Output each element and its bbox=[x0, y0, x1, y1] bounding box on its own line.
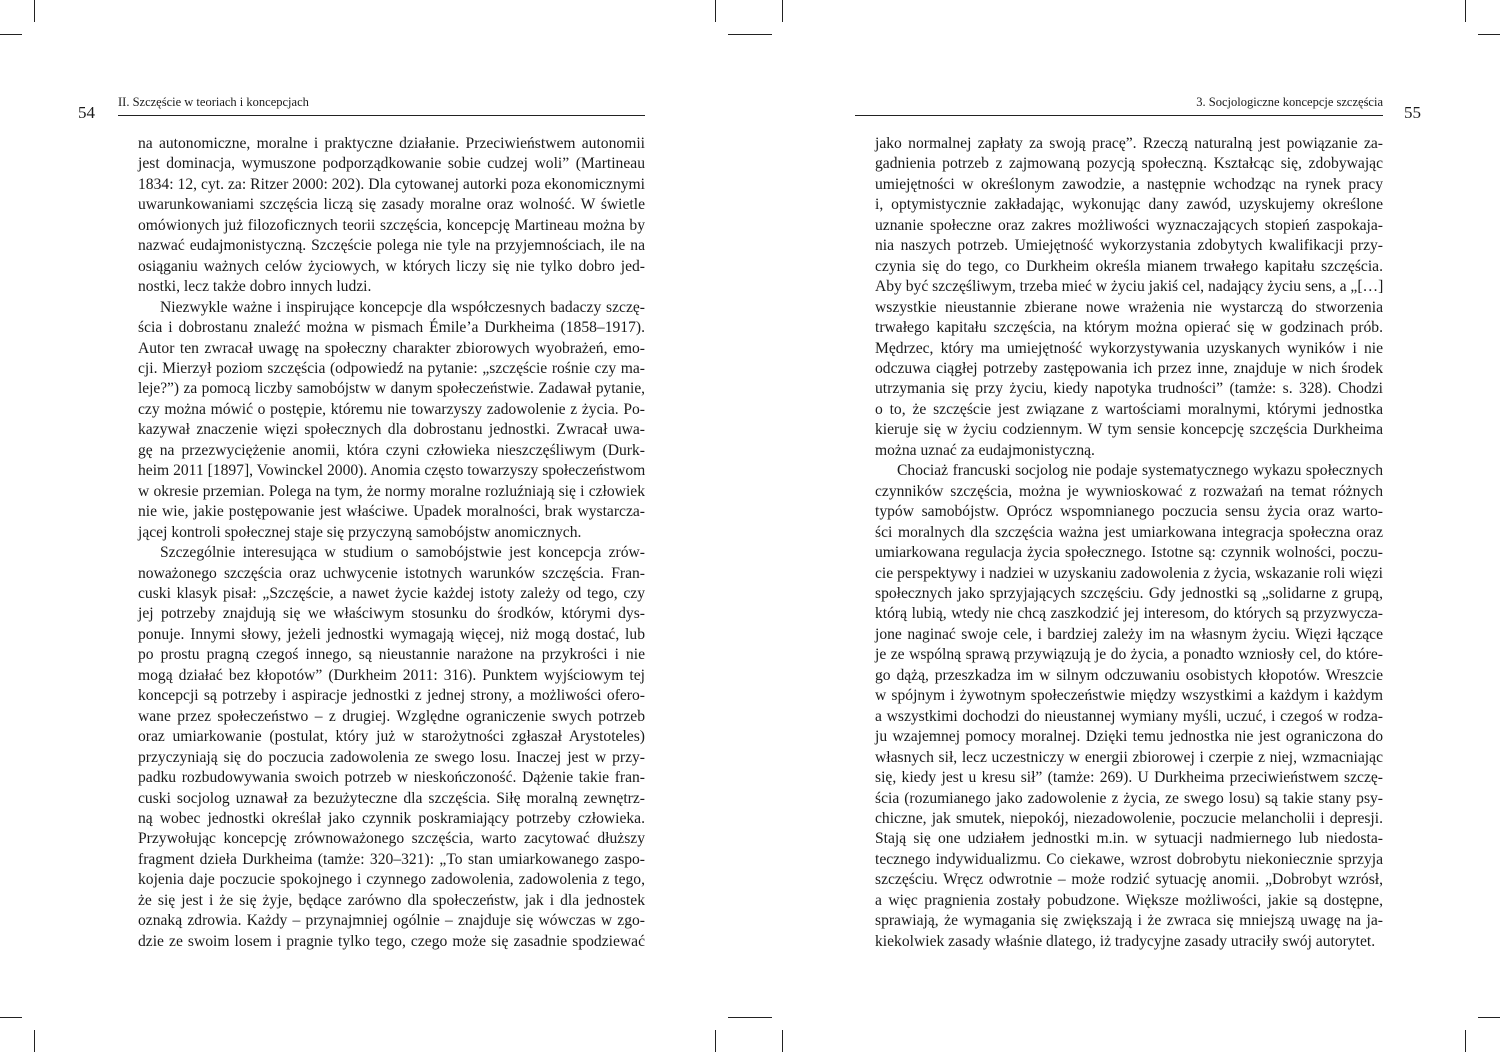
text-line: umiarkowana regulacja życia społecznego. Istotne są: czynnik wolności, poczu- bbox=[875, 544, 1383, 562]
crop-mark-top-left bbox=[34, 0, 35, 22]
text-line: Mędrzec, który ma umiejętność wykorzystywania uzyskanych wyników i nie bbox=[875, 339, 1383, 357]
text-line: społecznych jako sprzyjających szczęściu. Gdy jednostki są „solidarne z grupą, bbox=[875, 584, 1383, 602]
text-line: wane przez społeczeństwo – z drugiej. Względne ograniczenie swych potrzeb bbox=[138, 707, 645, 725]
text-line: ponuje. Innymi słowy, jeżeli jednostki wymagają więcej, niż mogą dostać, lub bbox=[138, 625, 645, 643]
left-running-head: II. Szczęście w teoriach i koncepcjach bbox=[118, 95, 309, 109]
text-line: Aby być szczęśliwym, trzeba mieć w życiu jakiś cel, nadający życiu sens, a „[…] bbox=[875, 278, 1384, 296]
text-line: a więc pragnienia zostały pobudzone. Większe możliwości, jakie są dostępne, bbox=[875, 891, 1383, 909]
text-line: szczęściu. Wręcz odwrotnie – może rodzić sytuację anomii. „Dobrobyt wzrósł, bbox=[875, 871, 1383, 889]
crop-mark-top-mid-r bbox=[782, 0, 783, 22]
right-page-number: 55 bbox=[1404, 103, 1421, 122]
crop-mark-bottom-mid-rh bbox=[750, 1017, 772, 1018]
text-line: czy można mówić o postępie, któremu nie towarzyszy zadowolenie z życia. Po- bbox=[138, 400, 645, 418]
text-line: chiczne, jak smutek, niepokój, niezadowolenie, poczucie melancholii i depresji. bbox=[875, 809, 1383, 827]
text-line: oznaką zdrowia. Każdy – przynajmniej ogólnie – znajduje się wówczas w zgo- bbox=[138, 912, 645, 930]
text-line: czynia się do tego, co Durkheim określa mianem trwałego kapitału szczęścia. bbox=[875, 257, 1383, 275]
text-line: kieruje się w życiu codziennym. W tym sensie koncepcję szczęścia Durkheima bbox=[875, 421, 1383, 439]
text-line: 1834: 12, cyt. za: Ritzer 2000: 202). Dla cytowanej autorki poza ekonomicznymi bbox=[138, 175, 645, 193]
text-line: przyczyniają się do poczucia zadowolenia ze swego losu. Inaczej jest w przy- bbox=[138, 748, 645, 766]
text-line: jącej kontroli społecznej staje się przyczyną samobójstw anomicznych. bbox=[138, 523, 582, 541]
crop-mark-bottom-right-h bbox=[1478, 1017, 1500, 1018]
text-line: a wszystkimi dochodzi do nieustannej wymiany myśli, uczuć, i czegoś w rodza- bbox=[875, 707, 1383, 725]
text-line: Przywołując koncepcję zrównoważonego szczęścia, warto zacytować dłuższy bbox=[138, 830, 645, 848]
text-line: gę na przezwyciężenie anomii, która czyni człowieka nieszczęśliwym (Durk- bbox=[138, 441, 645, 459]
right-header-rule bbox=[855, 115, 1383, 116]
text-line: i, optymistycznie zakładając, wykonując dany zawód, uzyskujemy określone bbox=[875, 196, 1383, 214]
text-line: ści moralnych dla szczęścia ważna jest umiarkowana integracja społeczna oraz bbox=[875, 523, 1383, 541]
text-line: Stają się one udziałem jednostki m.in. w sytuacji nadmiernego lub niedosta- bbox=[875, 830, 1383, 848]
text-line: umiejętności w określonym zawodzie, a następnie wchodząc na rynek pracy bbox=[875, 175, 1383, 193]
text-line: nie wie, jakie postępowanie jest właściwe. Upadek moralności, brak wystarcza- bbox=[138, 503, 645, 521]
text-line: heim 2011 [1897], Vowinckel 2000). Anomia często towarzyszy społeczeństwom bbox=[138, 462, 646, 480]
text-line: uwarunkowaniami szczęścia liczą się zasady moralne oraz wolność. W świetle bbox=[138, 196, 645, 214]
text-line: w spójnym i żywotnym społeczeństwie między wszystkimi a każdym i każdym bbox=[875, 687, 1383, 705]
text-line: nazwać eudajmonistyczną. Szczęście polega nie tyle na przyjemnościach, ile na bbox=[138, 237, 645, 255]
text-line: nostki, lecz także dobro innych ludzi. bbox=[138, 278, 372, 296]
text-line: kojenia daje poczucie spokojnego i czynnego zadowolenia, zadowolenia z tego, bbox=[138, 871, 645, 889]
crop-mark-bottom-mid-lh bbox=[728, 1017, 750, 1018]
text-line: dzie ze swoim losem i pragnie tylko tego, czego może się zasadnie spodziewać bbox=[138, 932, 645, 950]
crop-mark-bottom-mid-l bbox=[715, 1030, 716, 1052]
crop-mark-top-left-h bbox=[0, 34, 22, 35]
text-line: Autor ten zwracał uwagę na społeczny charakter zbiorowych wyobrażeń, emo- bbox=[138, 339, 645, 357]
text-line: leje?”) za pomocą liczby samobójstw w danym społeczeństwie. Zadawał pytanie, bbox=[138, 380, 645, 398]
text-line: którą lubią, wtedy nie chcą zaszkodzić jej interesom, do których są przyzwycza- bbox=[875, 605, 1383, 623]
text-line: o to, że szczęście jest związane z wartościami moralnymi, którymi jednostka bbox=[875, 400, 1383, 418]
text-line: odczuwa ciągłej potrzeby zastępowania ich przez inne, znajduje w nich środek bbox=[875, 359, 1383, 377]
text-line: jako normalnej zapłaty za swoją pracę”. Rzeczą naturalną jest powiązanie za- bbox=[875, 135, 1383, 152]
text-line: Niezwykle ważne i inspirujące koncepcje dla współczesnych badaczy szczę- bbox=[160, 298, 645, 316]
text-line: koncepcji są potrzeby i aspiracje jednostki z jednej strony, a możliwości ofero- bbox=[138, 687, 645, 705]
left-header-rule bbox=[118, 115, 645, 116]
left-page-number: 54 bbox=[78, 103, 95, 122]
right-running-head: 3. Socjologiczne koncepcje szczęścia bbox=[1196, 95, 1383, 109]
text-line: go dążą, przeszkadza im w silnym odczuwaniu osobistych kłopotów. Wreszcie bbox=[875, 666, 1383, 684]
text-line: że się jest i że się żyje, będące zarówno dla społeczeństw, jak i dla jednostek bbox=[138, 891, 645, 909]
text-line: cuski socjolog uznawał za bezużyteczne dla szczęścia. Siłę moralną zewnętrz- bbox=[138, 789, 645, 807]
text-line: Szczególnie interesująca w studium o samobójstwie jest koncepcja zrów- bbox=[160, 544, 645, 562]
text-line: mogą działać bez kłopotów” (Durkheim 2011: 316). Punktem wyjściowym tej bbox=[138, 666, 645, 684]
text-line: typów samobójstw. Oprócz wspomnianego poczucia sensu życia oraz warto- bbox=[875, 503, 1383, 521]
text-line: tecznego indywidualizmu. Co ciekawe, wzrost dobrobytu niekoniecznie sprzyja bbox=[875, 850, 1383, 868]
text-line: ną wobec jednostki określał jako czynnik poskramiający potrzeby człowieka. bbox=[138, 809, 645, 827]
crop-mark-top-right-h bbox=[1478, 34, 1500, 35]
text-line: cie perspektywy i nadziei w uzyskaniu zadowolenia z życia, wskazanie roli więzi bbox=[875, 564, 1383, 582]
text-line: cji. Mierzył poziom szczęścia (odpowiedź na pytanie: „szczęście rośnie czy ma- bbox=[138, 359, 645, 377]
text-line: własnych sił, lecz uczestniczy w energii zbiorowej i czerpie z niej, wzmacniając bbox=[875, 748, 1383, 766]
text-line: uznanie społeczne oraz zakres możliwości wyznaczających stopień zaspokaja- bbox=[875, 216, 1383, 234]
text-line: po prostu pragną czegoś innego, są nieustannie narażone na przykrości i nie bbox=[138, 646, 645, 664]
text-line: oraz umiarkowanie (postulat, który już w starożytności zgłaszał Arystoteles) bbox=[138, 728, 645, 746]
left-body-text bbox=[138, 134, 645, 952]
crop-mark-bottom-right bbox=[1465, 1030, 1466, 1052]
text-line: je ze wspólną sprawą przywiązują je do życia, a ponadto wzniosły cel, do które- bbox=[875, 646, 1383, 664]
crop-mark-top-mid-rh bbox=[750, 34, 772, 35]
text-line: fragment dzieła Durkheima (tamże: 320–321): „To stan umiarkowanego zaspo- bbox=[138, 850, 645, 868]
text-line: ścia i dobrostanu znaleźć można w pismach Émile’a Durkheima (1858–1917). bbox=[138, 319, 645, 337]
text-line: sprawiają, że wymagania się zwiększają i że zwraca się mniejszą uwagę na ja- bbox=[875, 912, 1383, 930]
text-line: trwałego kapitału szczęścia, na którym można opierać się w godzinach prób. bbox=[875, 319, 1383, 337]
text-line: kazywał znaczenie więzi społecznych dla dobrostanu jednostki. Zwracał uwa- bbox=[138, 421, 645, 439]
text-line: jest dominacja, wymuszone podporządkowanie sobie cudzej woli” (Martineau bbox=[138, 155, 645, 173]
text-line: nia naszych potrzeb. Umiejętność wykorzystania zdobytych kwalifikacji przy- bbox=[875, 237, 1383, 255]
crop-mark-bottom-left-h bbox=[0, 1017, 22, 1018]
text-line: cuski klasyk pisał: „Szczęście, a nawet życie każdej istoty zależy od tego, czy bbox=[138, 584, 645, 602]
crop-mark-top-mid-lh bbox=[728, 34, 750, 35]
crop-mark-bottom-left bbox=[34, 1030, 35, 1052]
text-line: noważonego szczęścia oraz uchwycenie istotnych warunków szczęścia. Fran- bbox=[138, 564, 645, 582]
text-line: w okresie przemian. Polega na tym, że normy moralne rozluźniają się i człowiek bbox=[138, 482, 645, 500]
text-line: utrzymania się przy życiu, kiedy napotyka trudności” (tamże: s. 328). Chodzi bbox=[875, 380, 1383, 398]
text-line: omówionych już filozoficznych teorii szczęścia, koncepcję Martineau można by bbox=[138, 216, 645, 234]
text-line: czynników szczęścia, można je wywnioskować z rozważań na temat różnych bbox=[875, 482, 1383, 500]
text-line: jej potrzeby znajdują się we właściwym stosunku do środków, którymi dys- bbox=[138, 605, 645, 623]
right-body-text bbox=[875, 134, 1383, 952]
text-line: gadnienia potrzeb z zajmowaną pozycją społeczną. Kształcąc się, zdobywając bbox=[875, 155, 1383, 173]
text-line: się, kiedy jest u kresu sił” (tamże: 269). U Durkheima przeciwieństwem szczę- bbox=[875, 769, 1383, 787]
crop-mark-top-right bbox=[1465, 0, 1466, 22]
text-line: ścia (rozumianego jako zadowolenie z życia, ze swego losu) są takie stany psy- bbox=[875, 789, 1383, 807]
text-line: ju wzajemnej pomocy moralnej. Dzięki temu jednostka nie jest ograniczona do bbox=[875, 728, 1383, 746]
text-line: Chociaż francuski socjolog nie podaje systematycznego wykazu społecznych bbox=[897, 462, 1383, 480]
text-line: jone naginać swoje cele, i bardziej zależy im na własnym życiu. Więzi łączące bbox=[875, 625, 1383, 643]
crop-mark-top-mid-l bbox=[715, 0, 716, 22]
text-line: na autonomiczne, moralne i praktyczne działanie. Przeciwieństwem autonomii bbox=[138, 135, 645, 152]
text-line: kiekolwiek zasady właśnie dlatego, iż tradycyjne zasady utraciły swój autorytet. bbox=[875, 932, 1376, 950]
text-line: można uznać za eudajmonistyczną. bbox=[875, 441, 1095, 459]
text-line: wszystkie nieustannie zbierane nowe wrażenia nie wystarczą do stworzenia bbox=[875, 298, 1383, 316]
text-line: padku rozbudowywania swoich potrzeb w nieskończoność. Dążenie takie fran- bbox=[138, 769, 645, 787]
text-line: osiąganiu ważnych celów życiowych, w których liczy się nie tylko dobro jed- bbox=[138, 257, 645, 275]
crop-mark-bottom-mid-r bbox=[782, 1030, 783, 1052]
